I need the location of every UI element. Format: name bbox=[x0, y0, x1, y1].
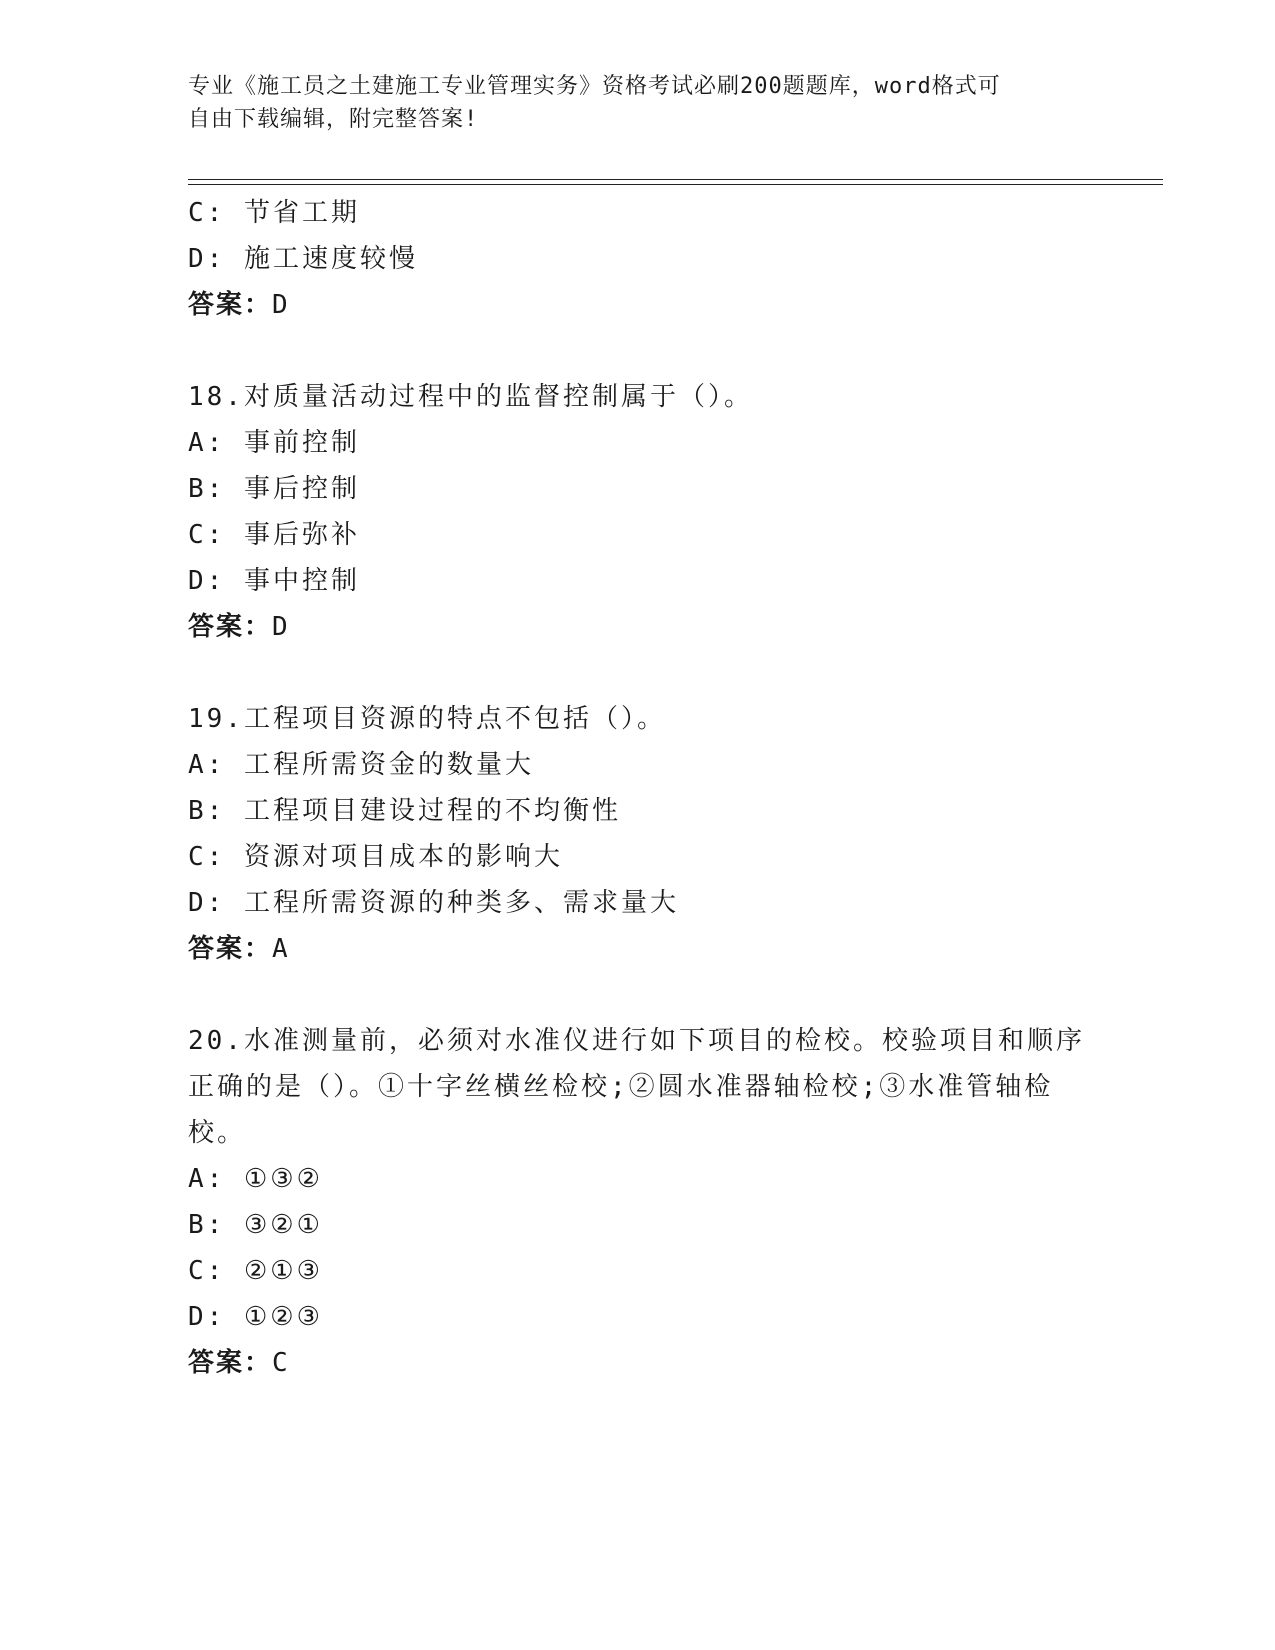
option-b: B: ③②① bbox=[188, 1210, 323, 1240]
answer-label: 答案： bbox=[188, 934, 273, 964]
option-d: D: 事中控制 bbox=[188, 566, 360, 596]
answer-value: C bbox=[272, 1348, 289, 1378]
question-19 bbox=[188, 696, 1088, 972]
option-c: C: 资源对项目成本的影响大 bbox=[188, 842, 563, 872]
option-b: B: 工程项目建设过程的不均衡性 bbox=[188, 796, 621, 826]
question-stem: 18.对质量活动过程中的监督控制属于（）。 bbox=[188, 382, 753, 412]
spacer bbox=[188, 328, 1088, 374]
answer-label: 答案： bbox=[188, 1348, 273, 1378]
header-divider-top bbox=[188, 179, 1163, 180]
question-17-continued bbox=[188, 190, 1088, 328]
option-b: B: 事后控制 bbox=[188, 474, 360, 504]
option-a: A: 事前控制 bbox=[188, 428, 360, 458]
header-title-line-1: 专业《施工员之土建施工专业管理实务》资格考试必刷200题题库，word格式可 bbox=[188, 74, 1001, 99]
question-20 bbox=[188, 1018, 1088, 1386]
answer-value: D bbox=[272, 290, 289, 320]
spacer bbox=[188, 650, 1088, 696]
question-18 bbox=[188, 374, 1088, 650]
option-d: D: ①②③ bbox=[188, 1302, 323, 1332]
answer-label: 答案： bbox=[188, 290, 273, 320]
question-stem-line-3: 校。 bbox=[188, 1118, 247, 1148]
option-a: A: ①③② bbox=[188, 1164, 323, 1194]
answer-line bbox=[188, 604, 1088, 650]
question-stem-line-2: 正确的是（）。①十字丝横丝检校;②圆水准器轴检校;③水准管轴检 bbox=[188, 1072, 1054, 1102]
answer-label: 答案： bbox=[188, 612, 273, 642]
answer-line bbox=[188, 282, 1088, 328]
option-c: C: 节省工期 bbox=[188, 198, 360, 228]
answer-value: A bbox=[272, 934, 289, 964]
answer-line bbox=[188, 926, 1088, 972]
question-stem-line-1: 20.水准测量前，必须对水准仪进行如下项目的检校。校验项目和顺序 bbox=[188, 1026, 1085, 1056]
spacer bbox=[188, 972, 1088, 1018]
option-d: D: 施工速度较慢 bbox=[188, 244, 418, 274]
question-stem: 19.工程项目资源的特点不包括（）。 bbox=[188, 704, 666, 734]
question-list bbox=[188, 190, 1088, 1386]
answer-value: D bbox=[272, 612, 289, 642]
option-a: A: 工程所需资金的数量大 bbox=[188, 750, 534, 780]
answer-line bbox=[188, 1340, 1088, 1386]
document-header bbox=[188, 70, 1088, 136]
option-c: C: ②①③ bbox=[188, 1256, 323, 1286]
option-c: C: 事后弥补 bbox=[188, 520, 360, 550]
header-title-line-2: 自由下载编辑，附完整答案! bbox=[188, 107, 479, 132]
header-divider-bottom bbox=[188, 184, 1163, 185]
option-d: D: 工程所需资源的种类多、需求量大 bbox=[188, 888, 679, 918]
